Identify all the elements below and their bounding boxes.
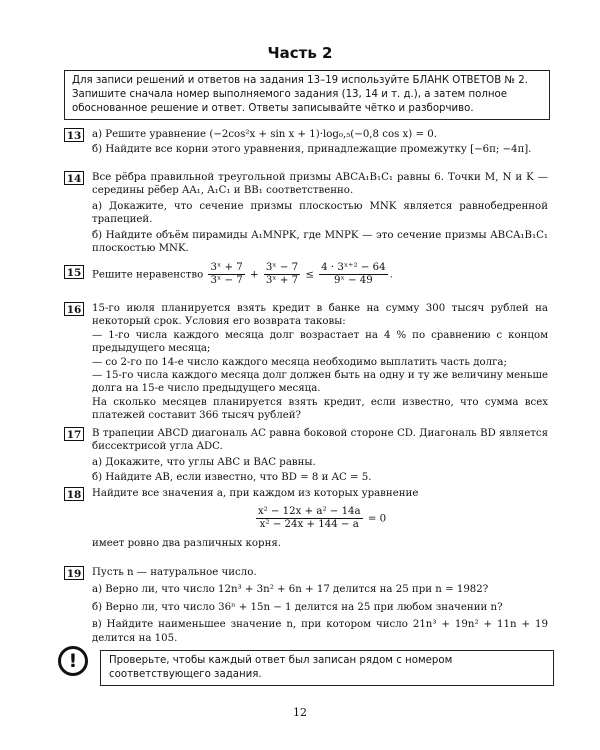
task-number: 15 xyxy=(64,265,84,279)
task-18 xyxy=(64,487,548,553)
fraction-2 xyxy=(264,262,300,287)
task-number: 18 xyxy=(64,487,84,501)
task-19-a: а) Верно ли, что число 12n³ + 3n² + 6n + 17 делится на 25 при n = 1982? xyxy=(92,584,489,596)
task-16-line: — 15-го числа каждого месяца долг должен быть на одну и ту же величину меньше долга на 15-е число предыдущего месяца. xyxy=(92,370,548,395)
task-14-a: а) Докажите, что сечение призмы плоскостью MNK является равнобедренной трапецией. xyxy=(92,200,548,226)
task-16-line: 15-го июля планируется взять кредит в банке на сумму 300 тысяч рублей на некоторый срок. Условия его возврата таковы: xyxy=(92,303,548,328)
fraction-denominator: 3ˣ − 7 xyxy=(210,275,243,286)
task-13-a-equation: (−2cos²x + sin x + 1)·log₀,₅(−0,8 cos x) = 0. xyxy=(209,129,438,140)
task-18-outro: имеет ровно два различных корня. xyxy=(92,538,282,550)
task-13-b: б) Найдите все корни этого уравнения, принадлежащие промежутку [−6π; −4π]. xyxy=(92,144,532,156)
task-17-a: а) Докажите, что углы ABC и BAC равны. xyxy=(92,456,316,468)
exclamation-icon: ! xyxy=(58,646,88,676)
fraction-numerator: 4 · 3ˣ⁺² − 64 xyxy=(321,262,386,273)
fraction-denominator: 3ˣ + 7 xyxy=(265,275,299,286)
task-15-text: Решите неравенство xyxy=(92,269,204,281)
task-17-b: б) Найдите AB, если известно, что BD = 8 и AC = 5. xyxy=(92,472,372,484)
fraction-numerator: 3ˣ − 7 xyxy=(265,262,299,273)
task-16 xyxy=(64,302,548,423)
equation-rhs: = 0 xyxy=(367,513,387,525)
le-sign: ≤ xyxy=(305,269,314,281)
fraction-denominator: 9ˣ − 49 xyxy=(334,275,373,286)
task-19-b: б) Верно ли, что число 36ⁿ + 15n − 1 делится на 25 при любом значении n? xyxy=(92,601,503,613)
task-number: 19 xyxy=(64,566,84,580)
fraction-numerator: 3ˣ + 7 xyxy=(210,262,243,273)
fraction-1 xyxy=(208,262,244,287)
fraction-numerator: x² − 12x + a² − 14a xyxy=(257,506,361,518)
fraction-denominator: x² − 24x + 144 − a xyxy=(259,519,359,531)
task-18-equation xyxy=(92,506,548,531)
task-13-a xyxy=(92,128,548,141)
task-16-line: — 1-го числа каждого месяца долг возрастает на 4 % по сравнению с концом предыдущего месяца; xyxy=(92,329,548,355)
task-14-intro: Все рёбра правильной треугольной призмы ABCA₁B₁C₁ равны 6. Точки M, N и K — середины рёбер AA₁, A₁C₁ и BB₁ соответственно. xyxy=(92,172,548,197)
task-19-c: в) Найдите наименьшее значение n, при котором число 21n³ + 19n² + 11n + 19 делится на 105. xyxy=(92,619,548,644)
fraction-3 xyxy=(319,262,387,287)
task-number: 17 xyxy=(64,427,84,441)
task-19-intro: Пусть n — натуральное число. xyxy=(92,567,257,578)
task-15 xyxy=(64,262,548,287)
task-18-intro: Найдите все значения a, при каждом из которых уравнение xyxy=(92,488,419,499)
plus-sign: + xyxy=(250,269,259,281)
warning-box: Проверьте, чтобы каждый ответ был записан рядом с номером соответствующего задания. xyxy=(100,650,554,686)
instruction-box: Для записи решений и ответов на задания 13–19 используйте БЛАНК ОТВЕТОВ № 2. Запишите сначала номер выполняемого задания (13, 14 и т. д.), а затем полное обоснованное решение и ответ. Ответы записывайте чётко и разборчиво. xyxy=(64,70,550,120)
task-13-a-text: а) Решите уравнение xyxy=(92,129,207,140)
task-13 xyxy=(64,128,548,159)
task-14-b: б) Найдите объём пирамиды A₁MNPK, где MNPK — это сечение призмы ABCA₁B₁C₁ плоскостью MNK. xyxy=(92,229,548,255)
task-number: 14 xyxy=(64,171,84,185)
task-17-intro: В трапеции ABCD диагональ AC равна боковой стороне CD. Диагональ BD является биссектрисой угла ADC. xyxy=(92,428,548,453)
task-17 xyxy=(64,427,548,487)
task-16-line: На сколько месяцев планируется взять кредит, если известно, что сумма всех платежей составит 366 тысяч рублей? xyxy=(92,396,548,422)
task-number: 13 xyxy=(64,128,84,142)
period: . xyxy=(389,269,393,281)
task-19 xyxy=(64,566,548,647)
task-14 xyxy=(64,171,548,257)
fraction xyxy=(256,506,363,531)
page-title: Часть 2 xyxy=(267,44,333,62)
page-number: 12 xyxy=(293,706,307,719)
task-16-line: — со 2-го по 14-е число каждого месяца необходимо выплатить часть долга; xyxy=(92,356,507,368)
task-number: 16 xyxy=(64,302,84,316)
